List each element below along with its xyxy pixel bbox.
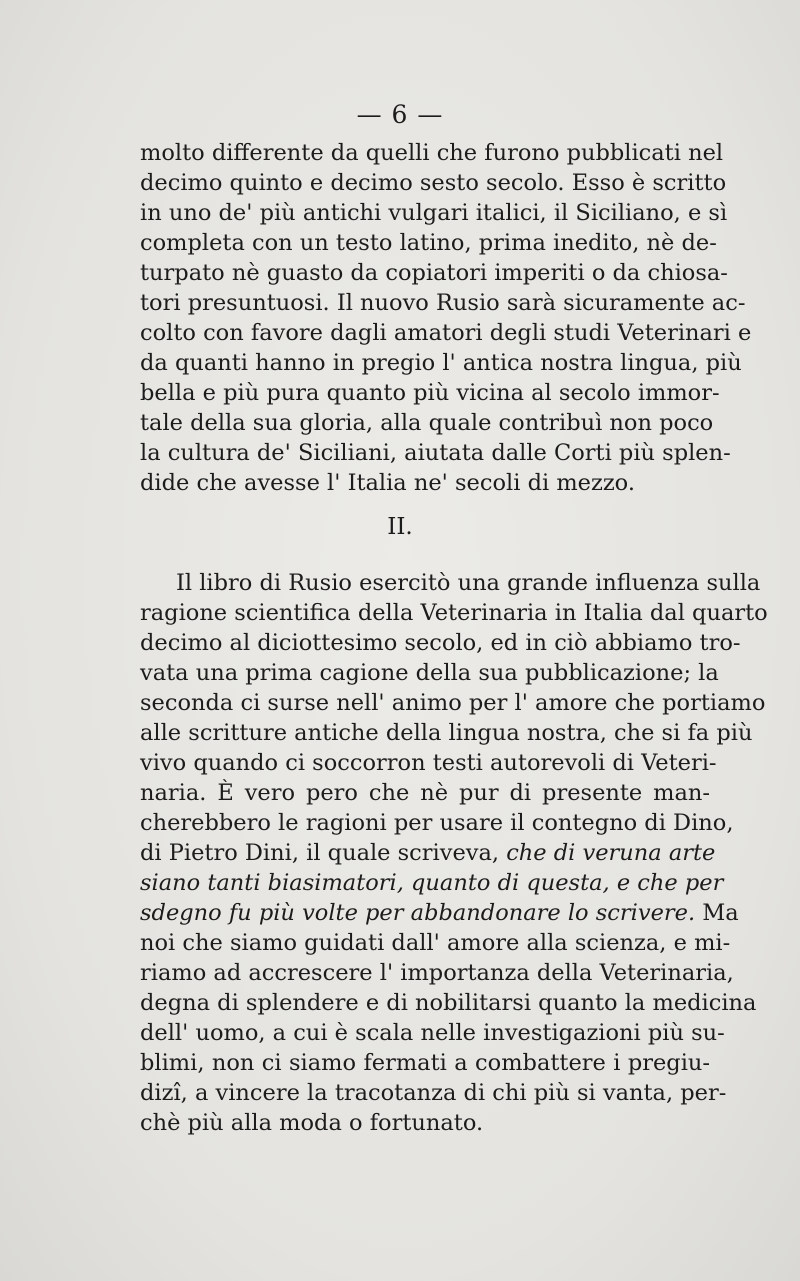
text-line: Il libro di Rusio esercitò una grande influenza sulla	[176, 570, 761, 596]
text-line: alle scritture antiche della lingua nostra, che si fa più	[140, 720, 753, 746]
section-heading: II.	[387, 514, 413, 540]
page-number: — 6 —	[356, 100, 444, 129]
text-line: chè più alla moda o fortunato.	[140, 1110, 484, 1136]
text-line: ragione scientifica della Veterinaria in Italia dal quarto	[140, 600, 768, 626]
text-line: bella e più pura quanto più vicina al secolo immor-	[140, 380, 720, 406]
text-line: naria. È vero pero che nè pur di presente man-	[140, 780, 710, 806]
text-line: colto con favore dagli amatori degli studi Veterinari e	[140, 320, 752, 346]
text-line: degna di splendere e di nobilitarsi quanto la medicina	[140, 990, 757, 1016]
text-line: dide che avesse l' Italia ne' secoli di mezzo.	[140, 470, 635, 496]
italic-quote: che di veruna arte	[506, 840, 716, 866]
text-line: noi che siamo guidati dall' amore alla scienza, e mi-	[140, 930, 731, 956]
italic-quote: sdegno fu più volte per abbandonare lo scrivere.	[140, 900, 696, 926]
text-line: dizî, a vincere la tracotanza di chi più si vanta, per-	[140, 1080, 727, 1106]
text-line: da quanti hanno in pregio l' antica nostra lingua, più	[140, 350, 742, 376]
text-line: vivo quando ci soccorron testi autorevoli di Veteri-	[140, 750, 717, 776]
italic-quote: siano tanti biasimatori, quanto di questa, e che per	[140, 870, 724, 896]
text-line	[140, 838, 716, 868]
text-span: Ma	[695, 900, 739, 926]
text-line: completa con un testo latino, prima inedito, nè de-	[140, 230, 717, 256]
text-line	[140, 898, 739, 928]
text-line: riamo ad accrescere l' importanza della Veterinaria,	[140, 960, 734, 986]
text-line: decimo al diciottesimo secolo, ed in ciò abbiamo tro-	[140, 630, 741, 656]
text-line: in uno de' più antichi vulgari italici, il Siciliano, e sì	[140, 200, 728, 226]
text-line: molto differente da quelli che furono pubblicati nel	[140, 140, 724, 166]
text-line: tori presuntuosi. Il nuovo Rusio sarà sicuramente ac-	[140, 290, 746, 316]
text-line: dell' uomo, a cui è scala nelle investigazioni più su-	[140, 1020, 725, 1046]
text-line: cherebbero le ragioni per usare il contegno di Dino,	[140, 810, 734, 836]
text-line: la cultura de' Siciliani, aiutata dalle Corti più splen-	[140, 440, 731, 466]
text-line: vata una prima cagione della sua pubblicazione; la	[140, 660, 719, 686]
text-line: turpato nè guasto da copiatori imperiti o da chiosa-	[140, 260, 728, 286]
text-span: di Pietro Dini, il quale scriveva,	[140, 840, 507, 866]
text-line: tale della sua gloria, alla quale contribuì non poco	[140, 410, 714, 436]
text-line: blimi, non ci siamo fermati a combattere i pregiu-	[140, 1050, 710, 1076]
text-line: seconda ci surse nell' animo per l' amore che portiamo	[140, 690, 766, 716]
text-line: decimo quinto e decimo sesto secolo. Esso è scritto	[140, 170, 727, 196]
